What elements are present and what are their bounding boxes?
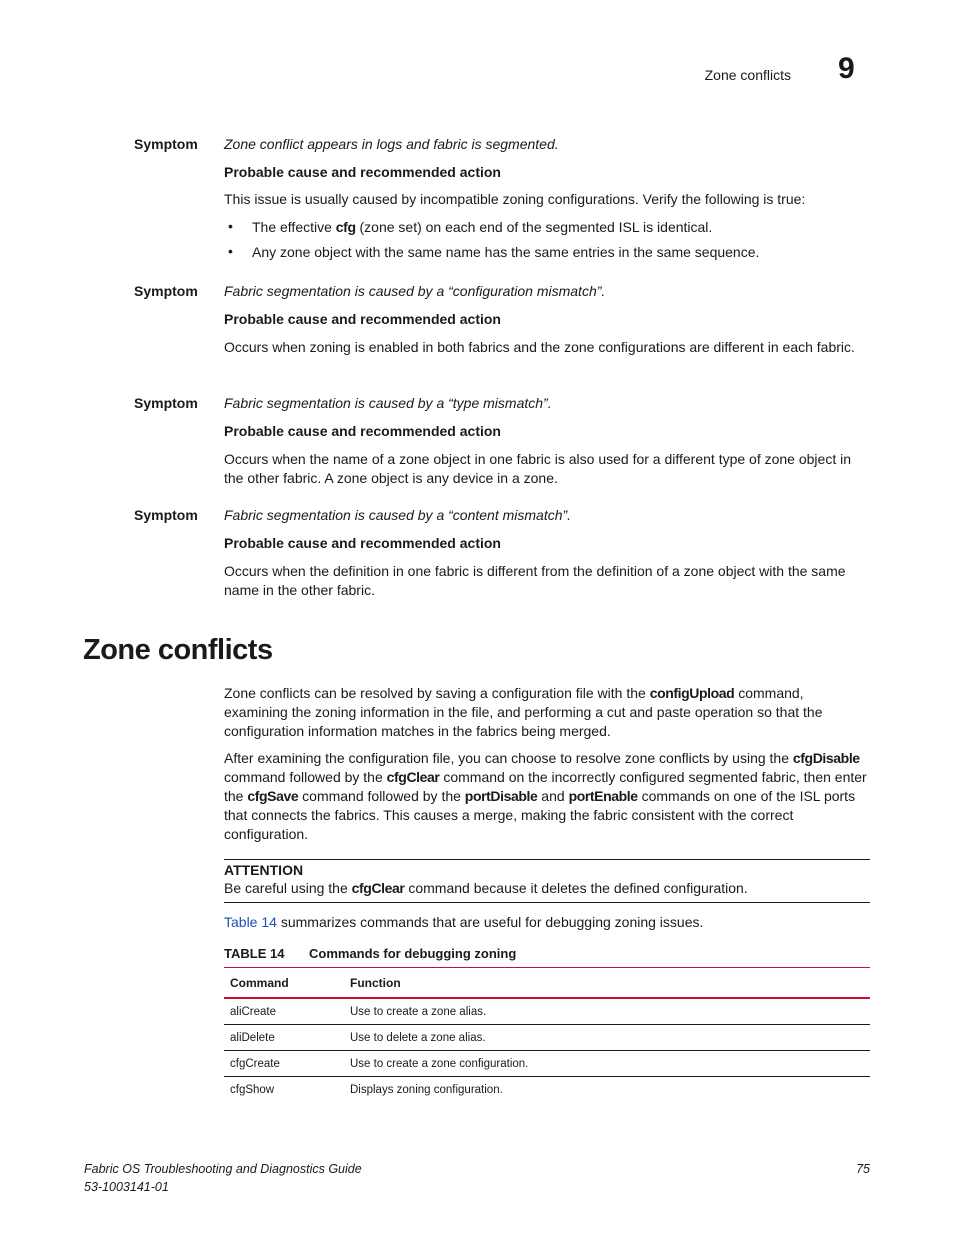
- symptom-text: Fabric segmentation is caused by a “configuration mismatch”.: [224, 283, 606, 299]
- command-cell: cfgCreate: [224, 1051, 344, 1077]
- table-reference-paragraph: Table 14 summarizes commands that are useful for debugging zoning issues.: [224, 914, 704, 930]
- section-paragraph: Zone conflicts can be resolved by saving a configuration file with the configUpload command, examining the zoning information in the file, and performing a cut and paste operation so that the configuration information matches in the fabrics being merged.: [224, 685, 823, 739]
- table-row: [224, 1025, 870, 1051]
- section-paragraph: After examining the configuration file, you can choose to resolve zone conflicts by using the cfgDisable command followed by the cfgClear command on the incorrectly configured segmented fabric, then enter the cfgSave command followed by the portDisable and portEnable commands on one of the ISL ports that connects the fabrics. This causes a merge, making the fabric consistent with the correct configuration.: [224, 750, 867, 842]
- column-header-function: Function: [344, 968, 870, 999]
- function-cell: Use to create a zone alias.: [344, 998, 870, 1025]
- cause-body: Occurs when zoning is enabled in both fabrics and the zone configurations are different in each fabric.: [224, 339, 855, 355]
- cause-body: Occurs when the name of a zone object in one fabric is also used for a different type of zone object in the other fabric. A zone object is any device in a zone.: [224, 451, 851, 486]
- command-name: portEnable: [568, 788, 638, 804]
- command-name: cfgClear: [386, 769, 440, 785]
- table-row: [224, 998, 870, 1025]
- cause-heading: Probable cause and recommended action: [224, 164, 501, 180]
- symptom-label: Symptom: [134, 283, 198, 299]
- bullet-item: Any zone object with the same name has the same entries in the same sequence.: [252, 244, 760, 260]
- running-header-title: Zone conflicts: [704, 67, 791, 83]
- command-name: portDisable: [464, 788, 538, 804]
- chapter-number: 9: [838, 52, 855, 85]
- cause-body: Occurs when the definition in one fabric is different from the definition of a zone object with the same name in the other fabric.: [224, 563, 846, 598]
- command-name: cfgSave: [247, 788, 299, 804]
- command-name: cfgClear: [351, 880, 405, 896]
- command-cell: aliCreate: [224, 998, 344, 1025]
- symptom-text: Zone conflict appears in logs and fabric is segmented.: [224, 136, 559, 152]
- attention-label: ATTENTION: [224, 862, 304, 878]
- command-name: configUpload: [649, 685, 735, 701]
- table-header-row: [224, 968, 870, 999]
- footer-doc-title: Fabric OS Troubleshooting and Diagnostics Guide: [84, 1162, 362, 1176]
- column-header-command: Command: [224, 968, 344, 999]
- symptom-label: Symptom: [134, 507, 198, 523]
- attention-text: Be careful using the cfgClear command because it deletes the defined configuration.: [224, 880, 748, 896]
- section-heading: Zone conflicts: [83, 634, 273, 666]
- command-cell: cfgShow: [230, 1083, 275, 1096]
- page-number: 75: [856, 1162, 870, 1176]
- bullet-marker: •: [228, 218, 233, 234]
- attention-rule-bottom: [224, 902, 870, 903]
- table-link[interactable]: Table 14: [224, 914, 277, 930]
- cause-body: This issue is usually caused by incompatible zoning configurations. Verify the following is true:: [224, 191, 806, 207]
- attention-rule-top: [224, 859, 870, 860]
- function-cell: Use to delete a zone alias.: [344, 1025, 870, 1051]
- footer-doc-number: 53-1003141-01: [84, 1180, 169, 1194]
- bullet-item: The effective cfg (zone set) on each end of the segmented ISL is identical.: [252, 219, 713, 235]
- table-row: [224, 1077, 870, 1103]
- table-caption: Commands for debugging zoning: [309, 946, 517, 961]
- commands-table: [224, 967, 870, 1102]
- symptom-text: Fabric segmentation is caused by a “content mismatch”.: [224, 507, 572, 523]
- cause-heading: Probable cause and recommended action: [224, 423, 501, 439]
- symptom-label: Symptom: [134, 395, 198, 411]
- function-cell: Use to create a zone configuration.: [344, 1051, 870, 1077]
- cause-heading: Probable cause and recommended action: [224, 535, 501, 551]
- symptom-text: Fabric segmentation is caused by a “type mismatch”.: [224, 395, 552, 411]
- cause-heading: Probable cause and recommended action: [224, 311, 501, 327]
- command-name: cfgDisable: [792, 750, 860, 766]
- function-cell: Displays zoning configuration.: [350, 1083, 503, 1096]
- symptom-label: Symptom: [134, 136, 198, 152]
- command-cell: aliDelete: [224, 1025, 344, 1051]
- bullet-marker: •: [228, 243, 233, 259]
- table-row: [224, 1051, 870, 1077]
- command-name: cfg: [335, 219, 356, 235]
- table-number: TABLE 14: [224, 946, 285, 961]
